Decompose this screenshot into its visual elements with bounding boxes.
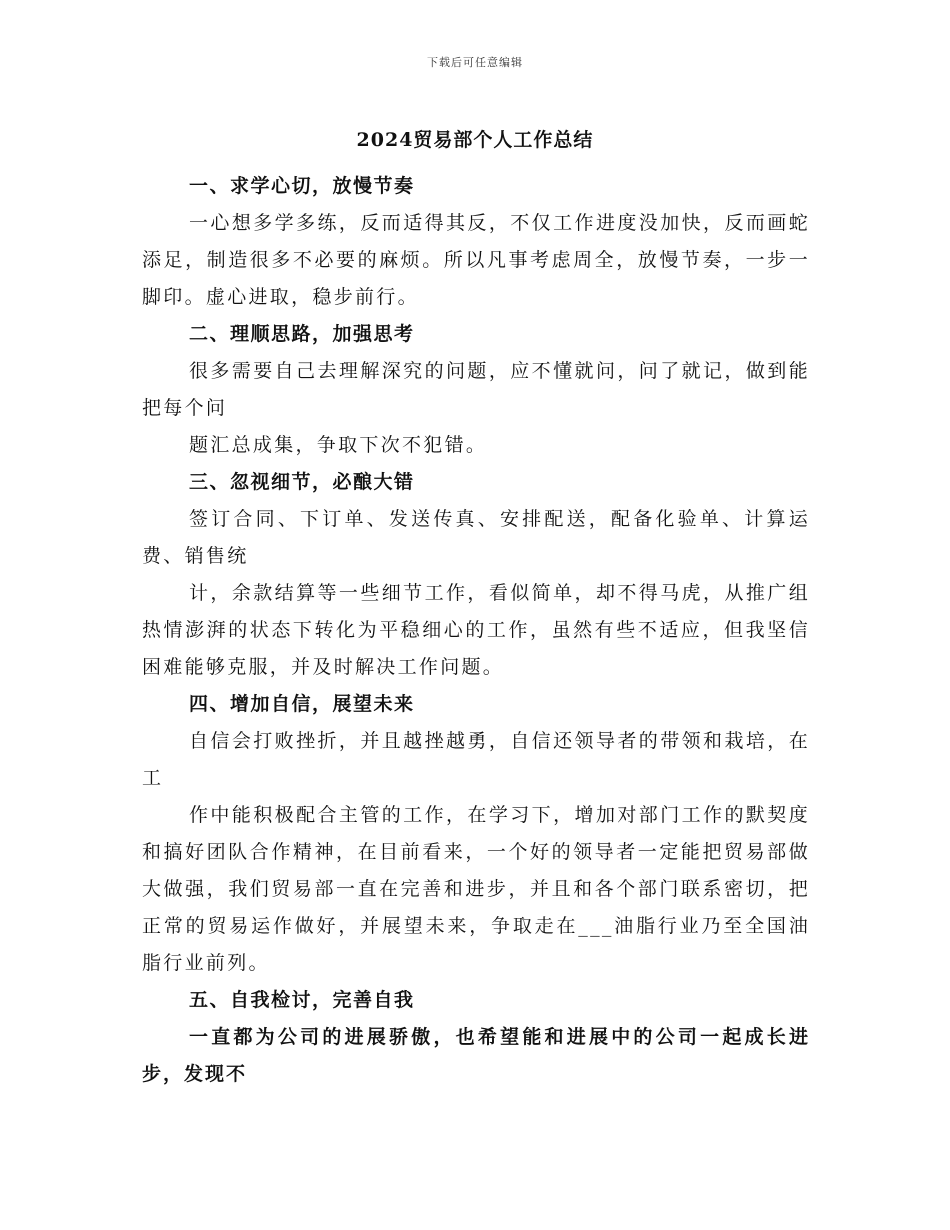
page-title: 2024贸易部个人工作总结 [356, 129, 594, 151]
section-heading-1: 一、求学心切，放慢节奏 [189, 175, 415, 197]
section-heading-4: 四、增加自信，展望未来 [189, 693, 415, 715]
paragraph: 作中能积极配合主管的工作，在学习下，增加对部门工作的默契度和搞好团队合作精神，在目前看来，一个好的领导者一定能把贸易部做大做强，我们贸易部一直在完善和进步，并且和各个部门联系密切，把正常的贸易运作做好，并展望未来，争取走在___油脂行业乃至全国油脂行业前列。 [142, 804, 810, 974]
paragraph: 很多需要自己去理解深究的问题，应不懂就问，问了就记，做到能把每个问 [142, 360, 810, 419]
paragraph: 自信会打败挫折，并且越挫越勇，自信还领导者的带领和栽培，在工 [142, 730, 810, 789]
section-heading-3: 三、忽视细节，必酿大错 [189, 471, 415, 493]
paragraph: 签订合同、下订单、发送传真、安排配送，配备化验单、计算运费、销售统 [142, 508, 810, 567]
paragraph: 一心想多学多练，反而适得其反，不仅工作进度没加快，反而画蛇添足，制造很多不必要的麻烦。所以凡事考虑周全，放慢节奏，一步一脚印。虚心进取，稳步前行。 [142, 212, 810, 308]
paragraph: 题汇总成集，争取下次不犯错。 [189, 434, 488, 456]
section-heading-2: 二、理顺思路，加强思考 [189, 323, 415, 345]
paragraph: 计，余款结算等一些细节工作，看似简单，却不得马虎，从推广组热情澎湃的状态下转化为平稳细心的工作，虽然有些不适应，但我坚信困难能够克服，并及时解决工作问题。 [142, 582, 810, 678]
bold-paragraph: 一直都为公司的进展骄傲，也希望能和进展中的公司一起成长进步，发现不 [142, 1026, 810, 1085]
document-body [142, 168, 810, 1093]
header-note: 下载后可任意编辑 [427, 56, 523, 69]
section-heading-5: 五、自我检讨，完善自我 [189, 989, 415, 1011]
